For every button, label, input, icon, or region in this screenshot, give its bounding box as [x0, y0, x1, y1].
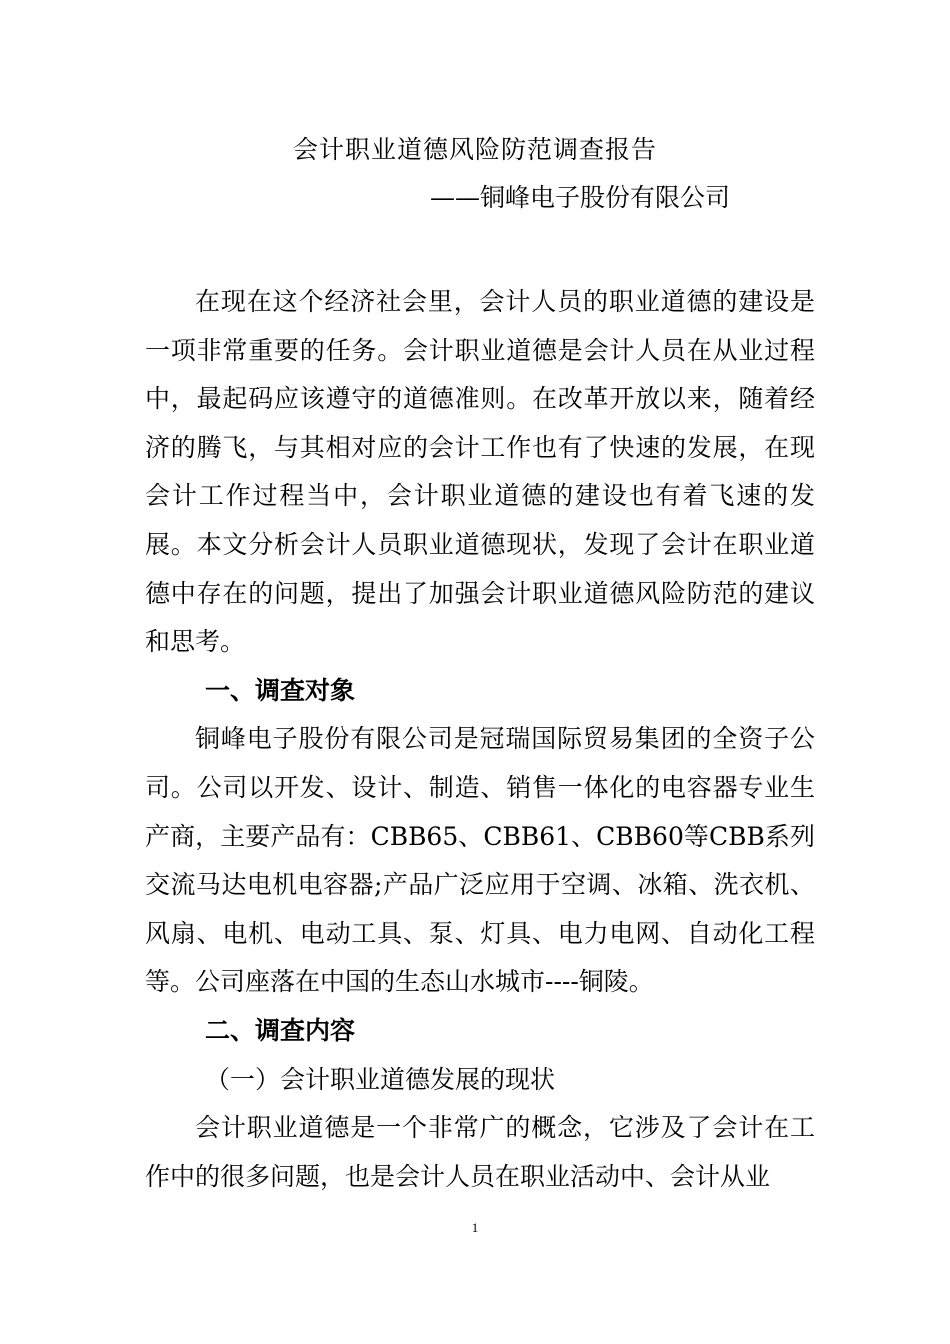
intro-paragraph: 在现在这个经济社会里，会计人员的职业道德的建设是一项非常重要的任务。会计职业道德是会计人员在从业过程中，最起码应该遵守的道德准则。在改革开放以来，随着经济的腾飞，与其相对应的会计工作也有了快速的发展，在现会计工作过程当中，会计职业道德的建设也有着飞速的发展。本文分析会计人员职业道德现状，发现了会计在职业道德中存在的问题，提出了加强会计职业道德风险防范的建议和思考。	[145, 287, 815, 657]
subsection-heading-status: （一）会计职业道德发展的现状	[205, 1064, 556, 1094]
section-heading-survey-content: 二、调查内容	[205, 1015, 356, 1045]
document-title: 会计职业道德风险防范调查报告	[292, 135, 657, 164]
section-heading-survey-object: 一、调查对象	[205, 675, 356, 705]
status-paragraph: 会计职业道德是一个非常广的概念，它涉及了会计在工作中的很多问题，也是会计人员在职业活动中、会计从业	[145, 1113, 815, 1191]
document-body	[145, 278, 815, 1201]
page-number: 1	[471, 1220, 479, 1235]
document-subtitle: ——铜峰电子股份有限公司	[430, 183, 731, 212]
company-paragraph: 铜峰电子股份有限公司是冠瑞国际贸易集团的全资子公司。公司以开发、设计、制造、销售一体化的电容器专业生产商，主要产品有：CBB65、CBB61、CBB60等CBB系列交流马达电机电容器;产品广泛应用于空调、冰箱、洗衣机、风扇、电机、电动工具、泵、灯具、电力电网、自动化工程等。公司座落在中国的生态山水城市----铜陵。	[145, 724, 815, 997]
